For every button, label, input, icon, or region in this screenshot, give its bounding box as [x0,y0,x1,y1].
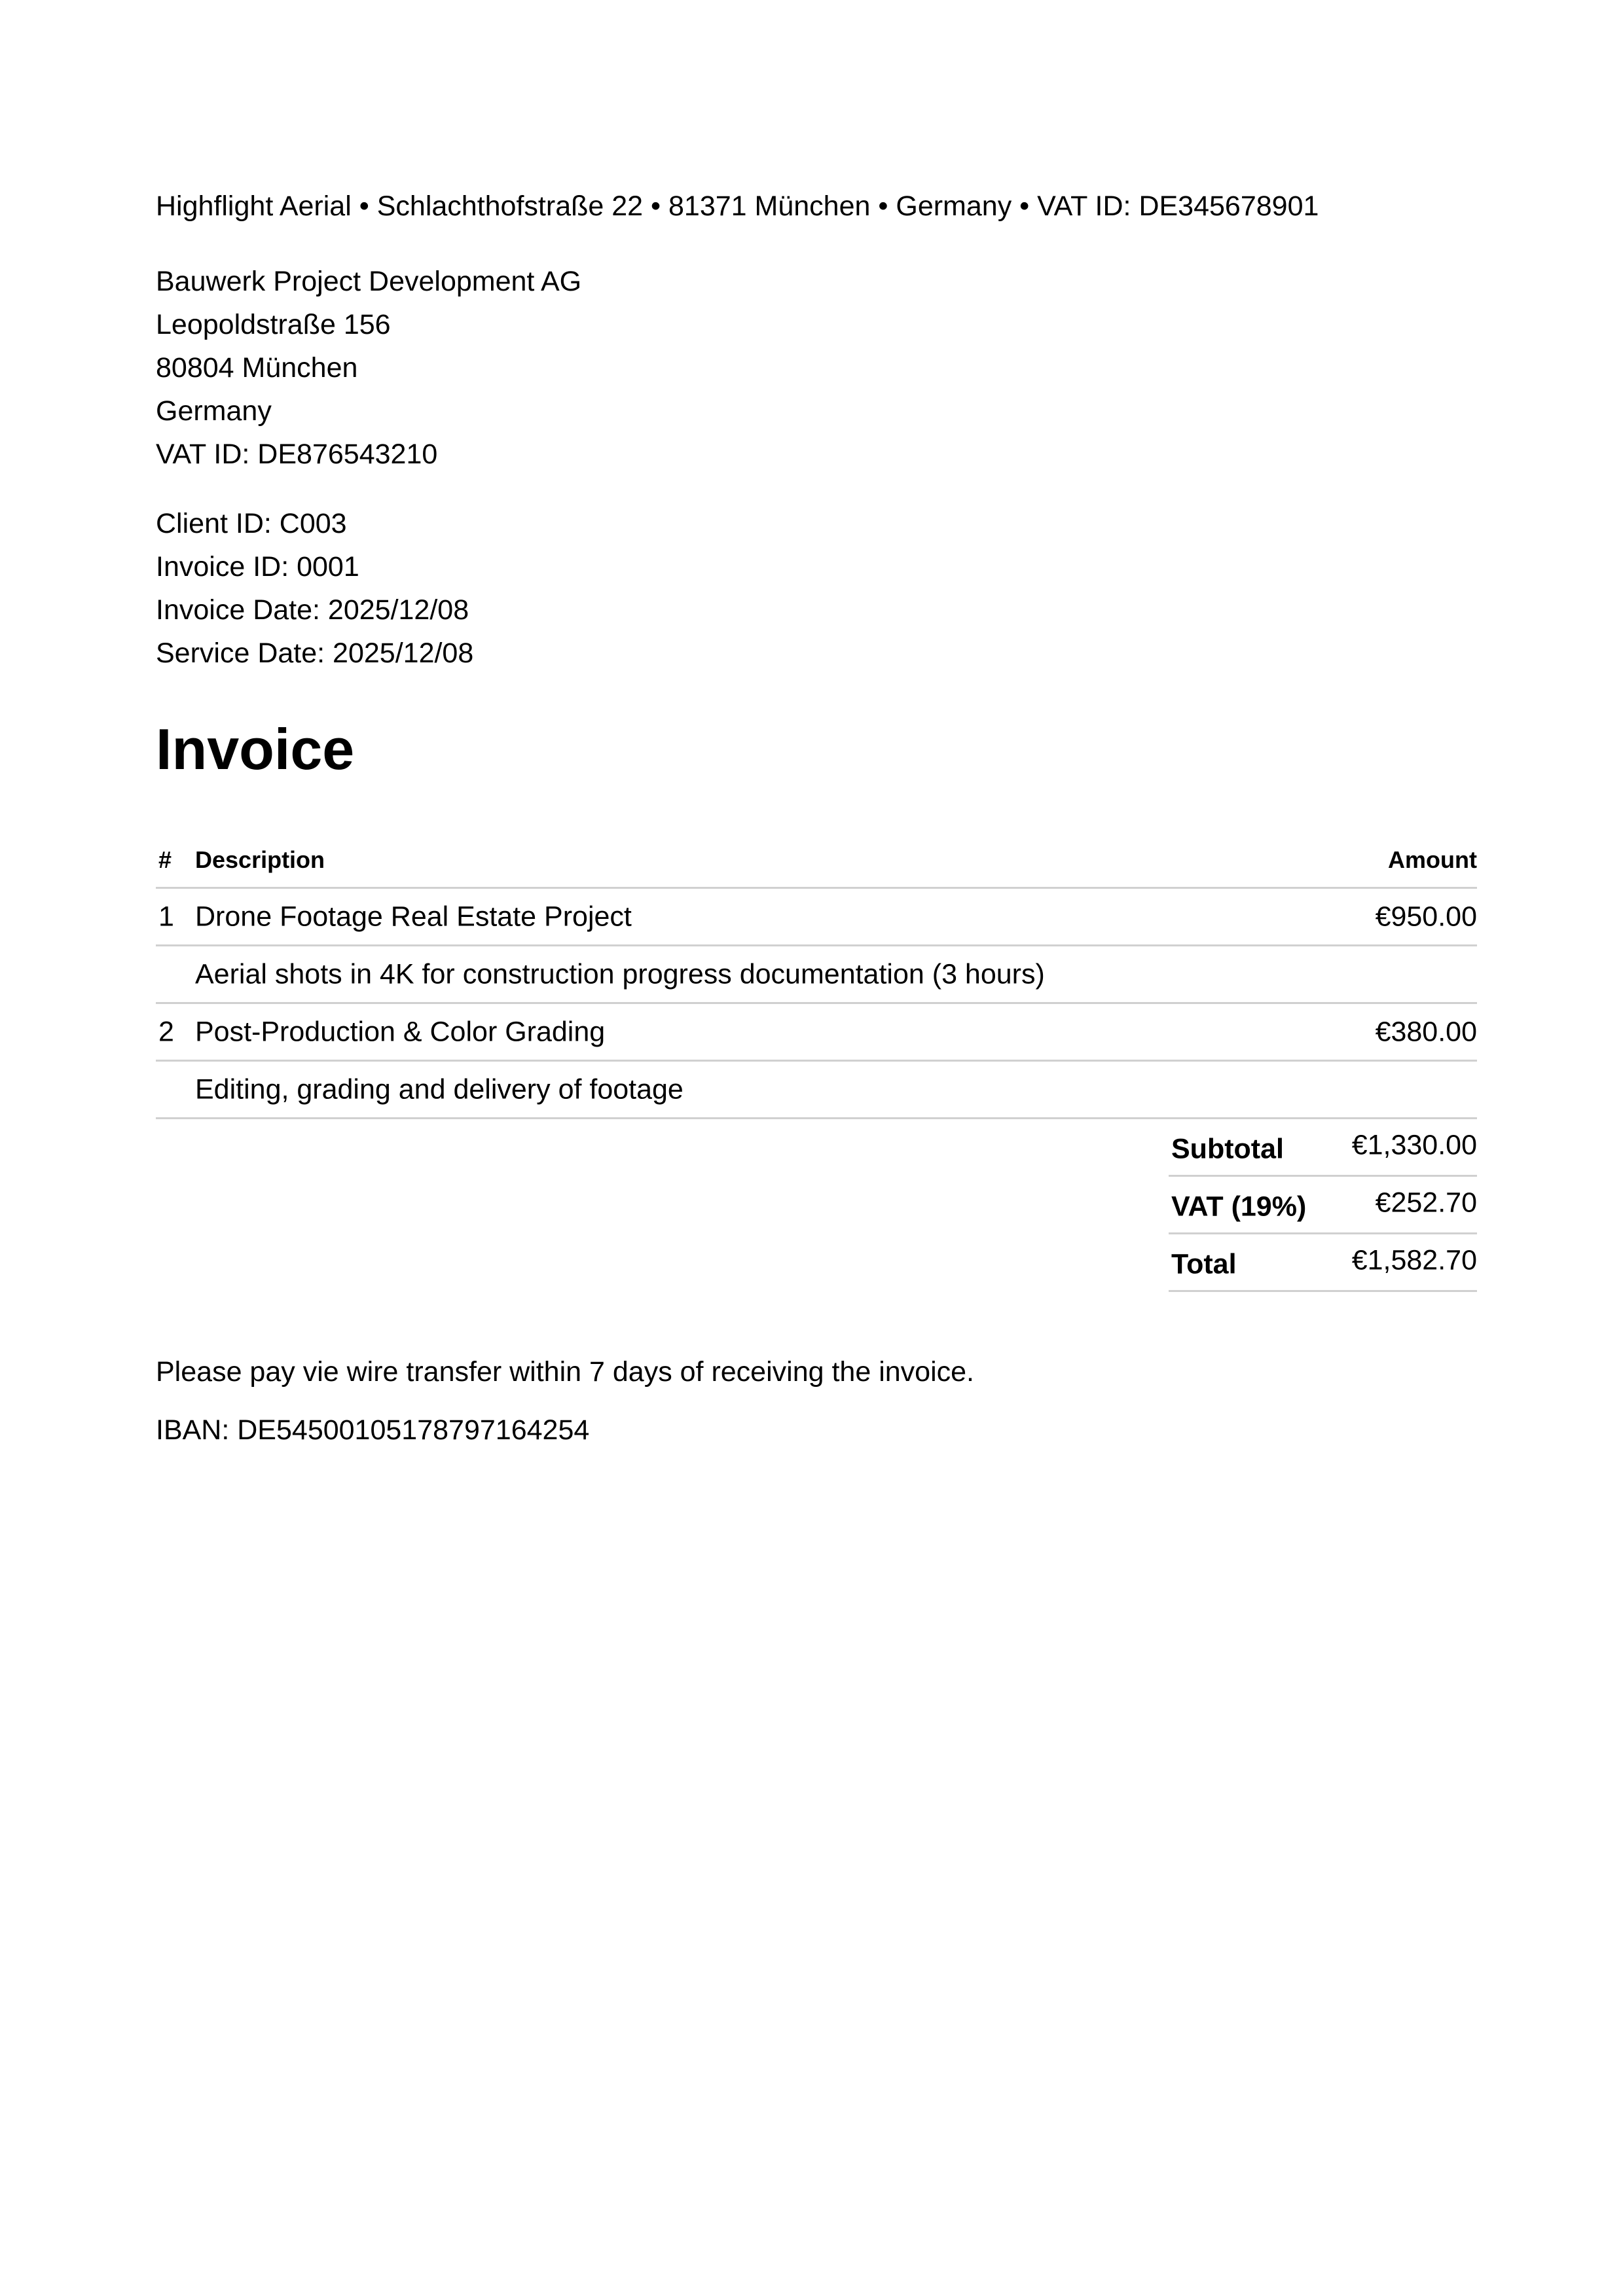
total-label: Total [1171,1247,1237,1280]
payment-note: Please pay vie wire transfer within 7 days of receiving the invoice. [156,1356,975,1388]
invoice-date: Invoice Date: 2025/12/08 [156,594,469,626]
subtotal-label: Subtotal [1171,1132,1284,1164]
vat-row [1169,1177,1477,1234]
total-row [1169,1234,1477,1292]
invoice-page [156,0,1477,2296]
subtotal-row [1169,1119,1477,1177]
invoice-meta [156,502,473,675]
header-num: # [158,846,172,873]
item-title: Post-Production & Color Grading [195,1016,606,1047]
table-row [156,1004,1477,1062]
header-description: Description [195,846,325,873]
recipient-street: Leopoldstraße 156 [156,309,391,340]
table-row [156,889,1477,946]
invoice-id: Invoice ID: 0001 [156,551,359,583]
total-value: €1,582.70 [1351,1244,1477,1276]
subtotal-value: €1,330.00 [1351,1129,1477,1161]
page-title: Invoice [156,717,355,781]
table-header-row [156,833,1477,889]
iban: IBAN: DE54500105178797164254 [156,1414,590,1446]
item-number: 2 [158,1016,174,1047]
recipient-country: Germany [156,395,272,427]
item-amount: €380.00 [1375,1016,1477,1047]
service-date: Service Date: 2025/12/08 [156,637,474,669]
sender-address-line: Highflight Aerial • Schlachthofstraße 22 • 81371 München • Germany • VAT ID: DE345678901 [156,190,1319,222]
line-items-table [156,833,1477,1119]
vat-label: VAT (19%) [1171,1190,1307,1222]
item-detail: Aerial shots in 4K for construction progress documentation (3 hours) [195,958,1045,990]
recipient-address [156,260,581,476]
table-row-detail [156,1062,1477,1119]
item-number: 1 [158,901,174,932]
totals-table [1169,1119,1477,1292]
client-id: Client ID: C003 [156,508,347,539]
item-detail: Editing, grading and delivery of footage [195,1073,684,1105]
recipient-vat-id: VAT ID: DE876543210 [156,439,438,470]
header-amount: Amount [1388,846,1477,873]
recipient-company: Bauwerk Project Development AG [156,266,582,297]
table-row-detail [156,946,1477,1004]
item-title: Drone Footage Real Estate Project [195,901,632,932]
item-amount: €950.00 [1375,901,1477,932]
recipient-city: 80804 München [156,352,358,384]
vat-value: €252.70 [1375,1187,1477,1219]
